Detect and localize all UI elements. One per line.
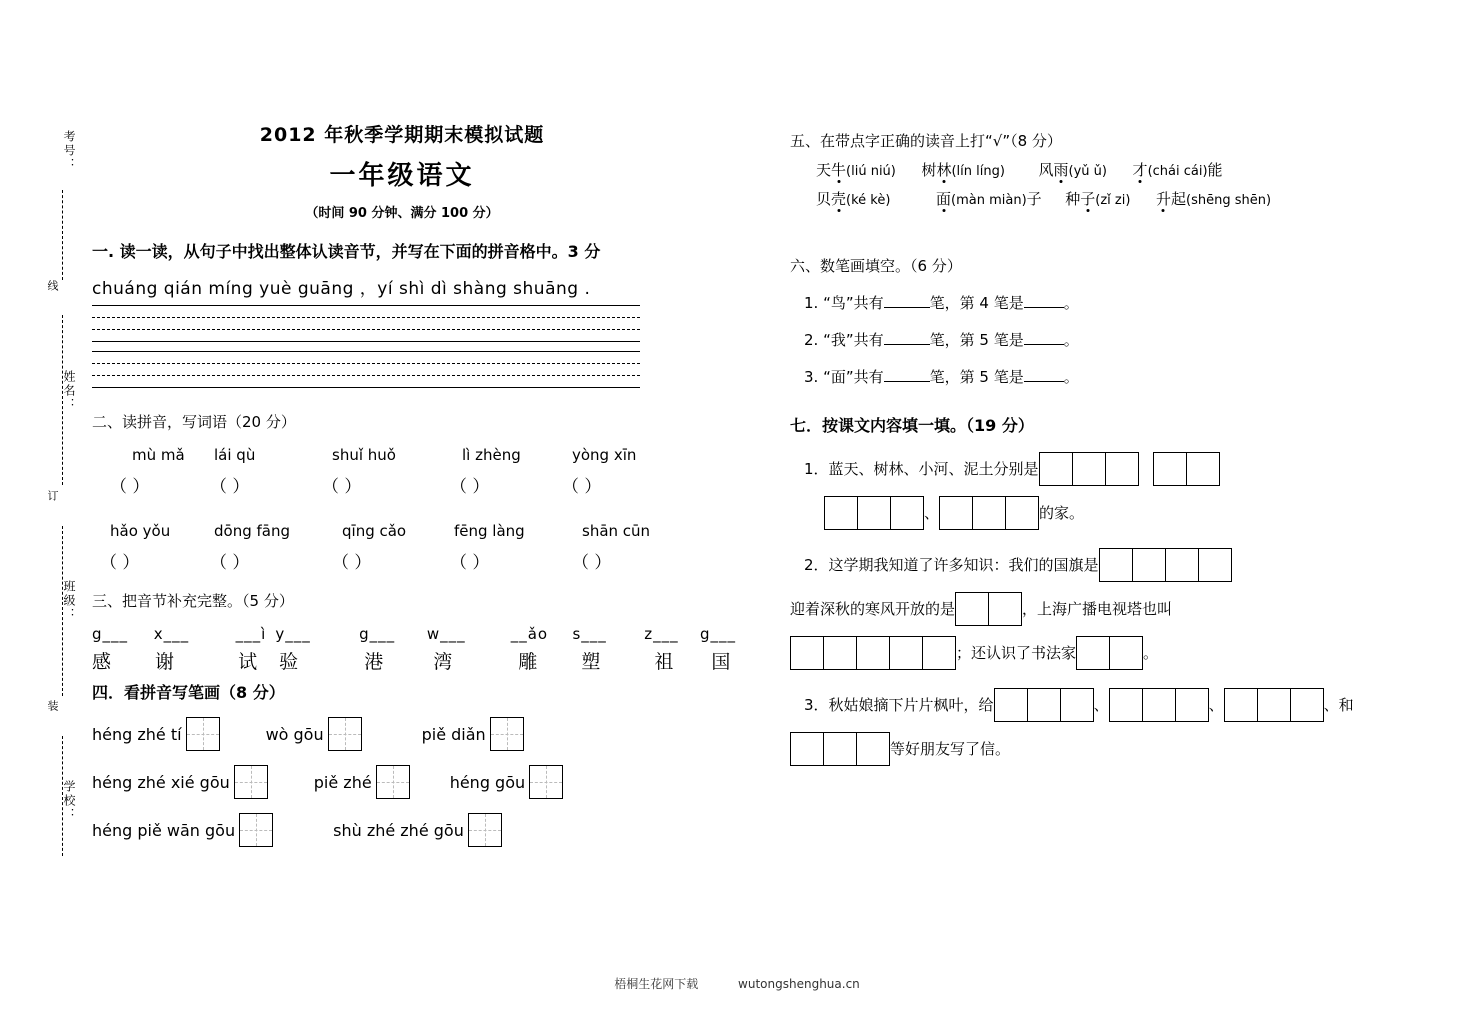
pron-options[interactable]: (chái cái) (1147, 164, 1208, 179)
answer-cell[interactable] (823, 732, 857, 766)
pron-options[interactable]: (shēng shēn) (1186, 193, 1272, 208)
answer-cell[interactable] (988, 592, 1022, 626)
pron-options[interactable]: (lín líng) (951, 164, 1005, 179)
stroke-answer-cell[interactable] (529, 765, 563, 799)
stroke-pinyin: héng gōu (449, 772, 526, 792)
answer-cell[interactable] (1027, 688, 1061, 722)
solid-line (92, 305, 640, 306)
stroke-item (450, 765, 563, 799)
syllable-blank[interactable]: g___ (700, 625, 737, 643)
answer-cell[interactable] (790, 732, 824, 766)
stroke-answer-cell[interactable] (468, 813, 502, 847)
question-7-item-2-cont-a[interactable] (790, 590, 1410, 628)
item-text-a: “鸟”共有 (823, 294, 884, 312)
item-number: 3． (804, 696, 829, 714)
solid-line (92, 351, 640, 352)
item-text: 、和 (1323, 696, 1354, 714)
answer-cell[interactable] (856, 732, 890, 766)
stroke-name-blank[interactable] (1024, 307, 1064, 308)
stroke-answer-cell[interactable] (328, 717, 362, 751)
question-3-syllables[interactable] (92, 625, 737, 643)
word-pinyin: lì zhèng (462, 446, 521, 464)
answer-cell[interactable] (1153, 452, 1187, 486)
word-pinyin: fēng làng (454, 522, 525, 540)
question-4-row-3 (92, 813, 692, 847)
syllable-blank[interactable]: g___ (359, 625, 396, 643)
stroke-answer-cell[interactable] (239, 813, 273, 847)
stroke-item (92, 813, 273, 847)
answer-cell[interactable] (856, 636, 890, 670)
word-pinyin: lái qù (214, 446, 256, 464)
item-number: 3. (804, 368, 819, 386)
answer-cell[interactable] (1109, 688, 1143, 722)
syllable-blank[interactable]: g___ (92, 625, 129, 643)
question-3-hanzi (92, 647, 732, 674)
stroke-item (92, 765, 268, 799)
solid-line (92, 387, 640, 388)
footer-site-name: 梧桐生花网下载 (614, 977, 699, 991)
answer-cell[interactable] (1039, 452, 1073, 486)
syllable-blank[interactable]: y___ (275, 625, 311, 643)
hanzi: 试 (238, 651, 259, 673)
answer-parenthesis[interactable]: （ ） (450, 553, 490, 573)
hanzi: 国 (711, 651, 732, 673)
answer-cell[interactable] (857, 496, 891, 530)
question-1-pinyin: chuáng qián míng yuè guāng ，yí shì dì shàng shuāng . (92, 279, 591, 299)
answer-cell[interactable] (1224, 688, 1258, 722)
answer-cell[interactable] (823, 636, 857, 670)
item-text: 、 (1208, 696, 1224, 714)
answer-parenthesis[interactable]: （ ） (100, 553, 140, 573)
binding-dash-1 (62, 190, 63, 280)
answer-cell[interactable] (1142, 688, 1176, 722)
pron-options[interactable]: (ké kè) (846, 193, 891, 208)
stroke-pinyin: héng zhé tí (92, 724, 182, 744)
dashed-line (92, 329, 640, 330)
pron-word-tail: 子 (1026, 190, 1042, 208)
answer-parenthesis[interactable]: （ ） (210, 553, 250, 573)
syllable-blank[interactable]: w___ (426, 625, 466, 643)
dashed-line (92, 317, 640, 318)
question-6-item-3[interactable] (804, 366, 1410, 387)
stroke-pinyin: héng piě wān gōu (92, 820, 236, 840)
hanzi: 港 (364, 651, 385, 673)
answer-cell[interactable] (1109, 636, 1143, 670)
item-text: 迎着深秋的寒风开放的是 (790, 600, 956, 618)
item-text: 蓝天、树林、小河、泥土分别是 (828, 460, 1039, 478)
question-6-item-1[interactable] (804, 292, 1410, 313)
answer-grid[interactable] (790, 636, 956, 670)
pron-word: 贝壳 (816, 190, 847, 208)
question-4-heading: 四．看拼音写笔画（8 分） (92, 683, 285, 702)
question-2-row-2 (92, 522, 692, 574)
answer-cell[interactable] (972, 496, 1006, 530)
answer-grid[interactable] (1099, 548, 1232, 582)
question-5-line-1[interactable] (816, 159, 1410, 180)
item-text: 、 (924, 504, 940, 522)
item-text-a: “我”共有 (823, 331, 884, 349)
answer-parenthesis[interactable]: （ ） (562, 477, 602, 497)
question-7-item-2[interactable] (804, 546, 1410, 584)
word-pinyin: shuǐ huǒ (332, 446, 396, 464)
pinyin-line-group-1 (92, 305, 640, 341)
stroke-item (266, 717, 362, 751)
pinyin-writing-lines[interactable] (92, 305, 640, 391)
question-4-row-2 (92, 765, 692, 799)
pron-options[interactable]: (yǔ ǔ) (1068, 164, 1107, 179)
answer-cell[interactable] (1198, 548, 1232, 582)
dashed-line (92, 375, 640, 376)
stroke-item (92, 717, 220, 751)
answer-cell[interactable] (994, 688, 1028, 722)
answer-grid[interactable] (1153, 452, 1220, 486)
pron-word: 树林 (921, 161, 952, 179)
answer-cell[interactable] (1099, 548, 1133, 582)
answer-parenthesis[interactable]: （ ） (572, 553, 612, 573)
item-number: 1. (804, 294, 819, 312)
hanzi: 祖 (654, 651, 675, 673)
question-7-item-1-cont[interactable] (824, 494, 1410, 532)
answer-grid[interactable] (824, 496, 924, 530)
answer-grid[interactable] (1039, 452, 1139, 486)
syllable-blank[interactable]: ___ì (235, 625, 267, 643)
stroke-answer-cell[interactable] (234, 765, 268, 799)
answer-parenthesis[interactable]: （ ） (450, 477, 490, 497)
right-column (790, 130, 1410, 768)
stroke-name-blank[interactable] (1024, 344, 1064, 345)
binding-margin (22, 130, 78, 890)
stroke-item (422, 717, 524, 751)
item-text: 。 (1143, 644, 1159, 662)
pron-options[interactable]: (liú niú) (846, 164, 896, 179)
pron-word-tail: 能 (1207, 161, 1223, 179)
word-pinyin: mù mǎ (132, 446, 185, 464)
pron-word: 才 (1132, 161, 1148, 179)
answer-cell[interactable] (890, 496, 924, 530)
answer-cell[interactable] (1165, 548, 1199, 582)
word-pinyin: hǎo yǒu (110, 522, 171, 540)
item-text: 秋姑娘摘下片片枫叶，给 (828, 696, 994, 714)
question-7 (790, 413, 1410, 768)
question-3-heading: 三、把音节补充完整。（5 分） (92, 592, 294, 610)
item-number: 2． (804, 556, 829, 574)
item-text-a: “面”共有 (823, 368, 884, 386)
footer-url: wutongshenghua.cn (738, 977, 860, 991)
item-text: 等好朋友写了信。 (890, 740, 1011, 758)
stroke-pinyin: piě diǎn (421, 724, 486, 744)
binding-mark-2: 装 (46, 700, 59, 712)
question-2-row-1 (92, 446, 692, 498)
item-number: 2. (804, 331, 819, 349)
stroke-pinyin: wò gōu (265, 724, 324, 744)
binding-label-name: 姓名： (62, 370, 76, 412)
item-text-b: 笔，第 5 笔是 (929, 331, 1024, 349)
answer-cell[interactable] (1060, 688, 1094, 722)
word-pinyin: shān cūn (582, 522, 651, 540)
pron-word: 种子 (1065, 190, 1096, 208)
answer-parenthesis[interactable]: （ ） (322, 477, 362, 497)
answer-cell[interactable] (1290, 688, 1324, 722)
answer-grid[interactable] (1076, 636, 1143, 670)
item-number: 1． (804, 460, 829, 478)
item-text-b: 笔，第 4 笔是 (929, 294, 1024, 312)
item-text-b: 笔，第 5 笔是 (929, 368, 1024, 386)
answer-parenthesis[interactable]: （ ） (210, 477, 250, 497)
answer-grid[interactable] (790, 732, 890, 766)
page-meta: （时间 90 分钟、满分 100 分） (305, 206, 499, 221)
question-2-heading: 二、读拼音，写词语（20 分） (92, 413, 296, 431)
answer-cell[interactable] (790, 636, 824, 670)
answer-grid[interactable] (955, 592, 1022, 626)
answer-grid[interactable] (1224, 688, 1324, 722)
answer-cell[interactable] (939, 496, 973, 530)
answer-grid[interactable] (994, 688, 1094, 722)
syllable-blank[interactable]: x___ (153, 625, 190, 643)
answer-cell[interactable] (1105, 452, 1139, 486)
stroke-name-blank[interactable] (1024, 381, 1064, 382)
item-text-c: 。 (1063, 331, 1079, 349)
question-6-item-2[interactable] (804, 329, 1410, 350)
pron-options[interactable]: (zǐ zi) (1095, 193, 1131, 208)
stroke-pinyin: shù zhé zhé gōu (333, 820, 464, 840)
stroke-item (333, 813, 502, 847)
question-1-heading: 一. 读一读，从句子中找出整体认读音节，并写在下面的拼音格中。3 分 (92, 242, 601, 261)
answer-cell[interactable] (1132, 548, 1166, 582)
stroke-item (314, 765, 410, 799)
dashed-line (92, 363, 640, 364)
question-7-item-3[interactable] (804, 686, 1410, 724)
stroke-answer-cell[interactable] (490, 717, 524, 751)
hanzi: 塑 (581, 651, 602, 673)
syllable-blank[interactable]: __ǎo (510, 625, 549, 643)
question-7-heading: 七．按课文内容填一填。（19 分） (790, 416, 1034, 435)
question-6-heading: 六、数笔画填空。（6 分） (790, 257, 962, 275)
binding-mark-1: 订 (46, 490, 59, 502)
pron-options[interactable]: (màn miàn) (951, 193, 1027, 208)
stroke-count-blank[interactable] (884, 344, 930, 345)
stroke-count-blank[interactable] (884, 307, 930, 308)
question-4-row-1 (92, 717, 692, 751)
answer-grid[interactable] (1109, 688, 1209, 722)
answer-cell[interactable] (1076, 636, 1110, 670)
stroke-pinyin: héng zhé xié gōu (92, 772, 230, 792)
answer-cell[interactable] (922, 636, 956, 670)
stroke-count-blank[interactable] (884, 381, 930, 382)
pinyin-line-group-2 (92, 351, 640, 387)
item-text: 、 (1093, 696, 1109, 714)
answer-cell[interactable] (1257, 688, 1291, 722)
question-7-item-2-cont-b[interactable] (790, 634, 1410, 672)
pron-word: 风雨 (1038, 161, 1069, 179)
word-pinyin: qīng cǎo (342, 522, 407, 540)
pron-word: 升起 (1155, 190, 1187, 208)
item-text: 的家。 (1039, 504, 1085, 522)
footer (0, 975, 1474, 992)
page-title: 2012 年秋季学期期末模拟试题 (259, 124, 545, 146)
hanzi: 谢 (155, 651, 176, 673)
word-pinyin: yòng xīn (572, 446, 637, 464)
solid-line (92, 341, 640, 342)
pron-word: 面 (936, 190, 952, 208)
answer-cell[interactable] (1186, 452, 1220, 486)
item-text-c: 。 (1063, 294, 1079, 312)
item-text: ；还认识了书法家 (956, 644, 1077, 662)
stroke-answer-cell[interactable] (376, 765, 410, 799)
answer-cell[interactable] (1005, 496, 1039, 530)
word-pinyin: dōng fāng (214, 522, 290, 540)
syllable-blank[interactable]: z___ (644, 625, 679, 643)
stroke-pinyin: piě zhé (313, 772, 372, 792)
hanzi: 验 (279, 651, 300, 673)
item-text: 这学期我知道了许多知识：我们的国旗是 (828, 556, 1099, 574)
syllable-blank[interactable]: s___ (572, 625, 607, 643)
answer-cell[interactable] (955, 592, 989, 626)
page-subject: 一年级语文 (329, 161, 475, 191)
binding-label-class: 班级： (62, 580, 76, 622)
binding-label-school: 学校： (62, 780, 76, 822)
left-column (92, 120, 737, 847)
question-7-item-1[interactable] (804, 450, 1410, 488)
hanzi: 湾 (433, 651, 454, 673)
binding-label-exam-no: 考号： (62, 130, 76, 172)
question-5-line-2[interactable] (816, 188, 1410, 209)
item-text-c: 。 (1063, 368, 1079, 386)
hanzi: 雕 (518, 651, 539, 673)
question-7-item-3-cont[interactable] (790, 730, 1410, 768)
answer-cell[interactable] (1175, 688, 1209, 722)
binding-mark-0: 线 (46, 280, 59, 292)
item-text: ，上海广播电视塔也叫 (1022, 600, 1173, 618)
question-5-heading: 五、在带点字正确的读音上打“√”（8 分） (790, 132, 1062, 150)
answer-parenthesis[interactable]: （ ） (110, 477, 150, 497)
stroke-answer-cell[interactable] (186, 717, 220, 751)
answer-cell[interactable] (1072, 452, 1106, 486)
answer-parenthesis[interactable]: （ ） (332, 553, 372, 573)
pron-word: 天牛 (816, 161, 847, 179)
answer-grid[interactable] (939, 496, 1039, 530)
answer-cell[interactable] (889, 636, 923, 670)
answer-cell[interactable] (824, 496, 858, 530)
hanzi: 感 (92, 651, 113, 673)
